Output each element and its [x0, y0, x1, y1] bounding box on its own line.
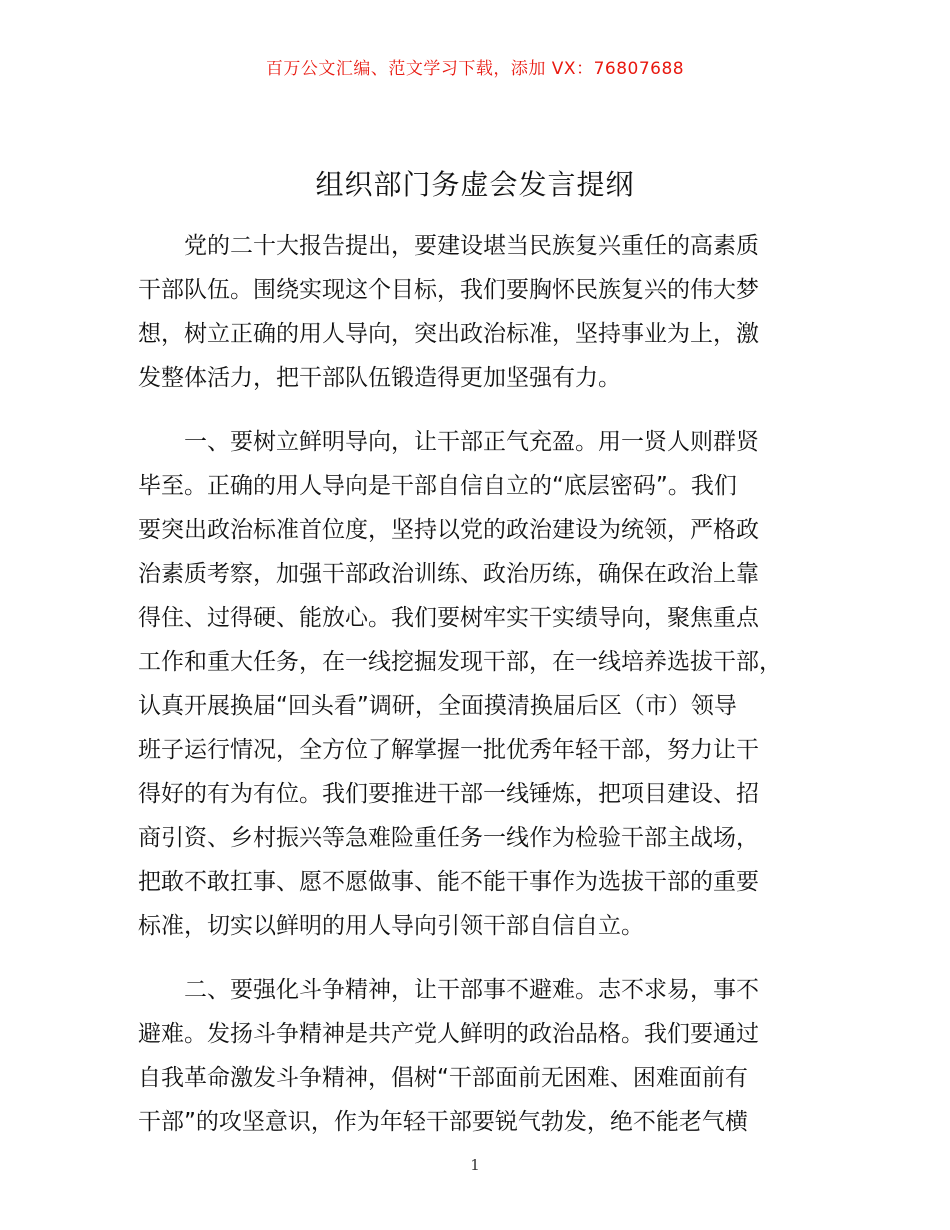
- paragraph-intro: [138, 224, 818, 400]
- paragraph-line: 认真开展换届“回头看”调研，全面摸清换届后区（市）领导: [138, 693, 737, 719]
- paragraph-line: 避难。发扬斗争精神是共产党人鲜明的政治品格。我们要通过: [138, 1021, 759, 1047]
- paragraph-line: 自我革命激发斗争精神，倡树“干部面前无困难、困难面前有: [138, 1065, 748, 1091]
- paragraph-line: 二、要强化斗争精神，让干部事不避难。志不求易，事不: [184, 977, 759, 1003]
- paragraph-line: 干部队伍。围绕实现这个目标，我们要胸怀民族复兴的伟大梦: [138, 277, 759, 303]
- paragraph-line: 一、要树立鲜明导向，让干部正气充盈。用一贤人则群贤: [184, 429, 759, 455]
- paragraph-line: 商引资、乡村振兴等急难险重任务一线作为检验干部主战场，: [138, 825, 759, 851]
- paragraph-spacing: [138, 948, 818, 968]
- paragraph-line: 把敢不敢扛事、愿不愿做事、能不能干事作为选拔干部的重要: [138, 869, 759, 895]
- header-watermark-note: 百万公文汇编、范文学习下载，添加 VX：76807688: [265, 59, 685, 79]
- paragraph-line: 班子运行情况，全方位了解掌握一批优秀年轻干部，努力让干: [138, 737, 759, 763]
- paragraph-section-one: [138, 420, 818, 948]
- paragraph-line: 治素质考察，加强干部政治训练、政治历练，确保在政治上靠: [138, 561, 759, 587]
- paragraph-line: 要突出政治标准首位度，坚持以党的政治建设为统领，严格政: [138, 517, 759, 543]
- paragraph-line: 党的二十大报告提出，要建设堪当民族复兴重任的高素质: [184, 233, 759, 259]
- paragraph-line: 得好的有为有位。我们要推进干部一线锤炼，把项目建设、招: [138, 781, 759, 807]
- document-body: [138, 224, 818, 1144]
- paragraph-line: 发整体活力，把干部队伍锻造得更加坚强有力。: [138, 365, 621, 391]
- paragraph-spacing: [138, 400, 818, 420]
- paragraph-line: 工作和重大任务，在一线挖掘发现干部，在一线培养选拔干部，: [138, 649, 782, 675]
- paragraph-line: 得住、过得硬、能放心。我们要树牢实干实绩导向，聚焦重点: [138, 605, 759, 631]
- page-number: 1: [470, 1156, 480, 1174]
- document-title: 组织部门务虚会发言提纲: [315, 168, 635, 201]
- paragraph-section-two: [138, 968, 818, 1144]
- paragraph-line: 干部”的攻坚意识，作为年轻干部要锐气勃发，绝不能老气横: [138, 1109, 748, 1135]
- paragraph-line: 毕至。正确的用人导向是干部自信自立的“底层密码”。我们: [138, 473, 737, 499]
- paragraph-line: 想，树立正确的用人导向，突出政治标准，坚持事业为上，激: [138, 321, 759, 347]
- paragraph-line: 标准，切实以鲜明的用人导向引领干部自信自立。: [138, 913, 644, 939]
